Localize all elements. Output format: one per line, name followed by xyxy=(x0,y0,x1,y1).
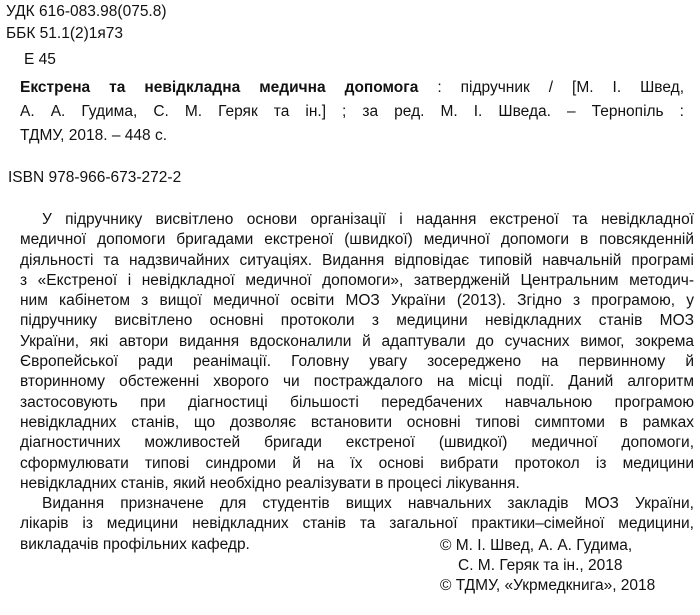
abstract-line: ним кабінетом з вищої медичної освіти МОЗ України (2013). Згідно з програмою, у xyxy=(20,292,694,310)
copyright-block xyxy=(440,536,680,596)
abstract-line: сформулювати типові синдроми й на їх основі вибрати протокол із медицини xyxy=(20,454,694,472)
copyright-line-2: С. М. Геряк та ін., 2018 xyxy=(458,557,623,574)
bibliographic-description xyxy=(20,76,684,148)
abstract-line: України, які автори видання вдосконалили й адаптували до сучасних вимог, зокрема xyxy=(20,332,694,350)
biblio-line-1 xyxy=(20,76,684,100)
isbn: ISBN 978-966-673-272-2 xyxy=(8,169,182,186)
book-title: Екстрена та невідкладна медична допомога xyxy=(20,79,419,96)
abstract-line: лікарів із медицини невідкладних станів та загальної практики–сімейної медицини, xyxy=(20,515,694,533)
abstract-line: Видання призначене для студентів вищих навчальних закладів МОЗ України, xyxy=(42,495,694,513)
abstract-line: викладачів профільних кафедр. xyxy=(20,535,250,553)
udk-code: УДК 616-083.98(075.8) xyxy=(6,3,167,20)
abstract-line: підручнику висвітлено основні протоколи з медицини невідкладних станів МОЗ xyxy=(20,312,694,330)
author-mark: Е 45 xyxy=(24,51,56,68)
abstract-line: Європейської ради реанімації. Головну увагу зосереджено на первинному й xyxy=(20,353,694,371)
abstract-line: невідкладних станів, який необхідно реалізувати в процесі лікування. xyxy=(20,474,520,492)
abstract-line: діяльності та надзвичайних ситуаціях. Видання відповідає типовій навчальній програмі xyxy=(20,251,694,269)
biblio-line-3: ТДМУ, 2018. – 448 с. xyxy=(20,127,168,144)
copyright-line-3: © ТДМУ, «Укрмедкнига», 2018 xyxy=(440,577,656,594)
bbk-code: ББК 51.1(2)1я73 xyxy=(6,25,124,42)
copyright-line-1: © М. І. Швед, А. А. Гудима, xyxy=(440,537,633,554)
abstract-line: невідкладних станів, що дозволяє встановити основні типові симптоми в рамках xyxy=(20,413,694,431)
biblio-line-2: А. А. Гудима, С. М. Геряк та ін.] ; за ред. М. І. Шведа. – Тернопіль : xyxy=(20,103,684,120)
abstract-line: з «Екстреної і невідкладної медичної допомоги», затвердженій Центральним методич- xyxy=(20,271,694,289)
biblio-line-1-rest: : підручник / [М. І. Швед, xyxy=(418,79,684,96)
abstract-line: медичної допомоги бригадами екстреної (швидкої) медичної допомоги в повсякденній xyxy=(20,231,694,249)
abstract xyxy=(20,210,694,555)
abstract-paragraph-1 xyxy=(20,210,694,494)
abstract-line: діагностичних можливостей бригади екстреної (швидкої) медичної допомоги, xyxy=(20,434,694,452)
abstract-line: застосовують при діагностиці більшості передбачених навчальною програмою xyxy=(20,393,694,411)
abstract-line: вторинному обстеженні хворого чи постраждалого на місці події. Даний алгоритм xyxy=(20,373,694,391)
abstract-line: У підручнику висвітлено основи організації і надання екстреної та невідкладної xyxy=(42,211,694,228)
